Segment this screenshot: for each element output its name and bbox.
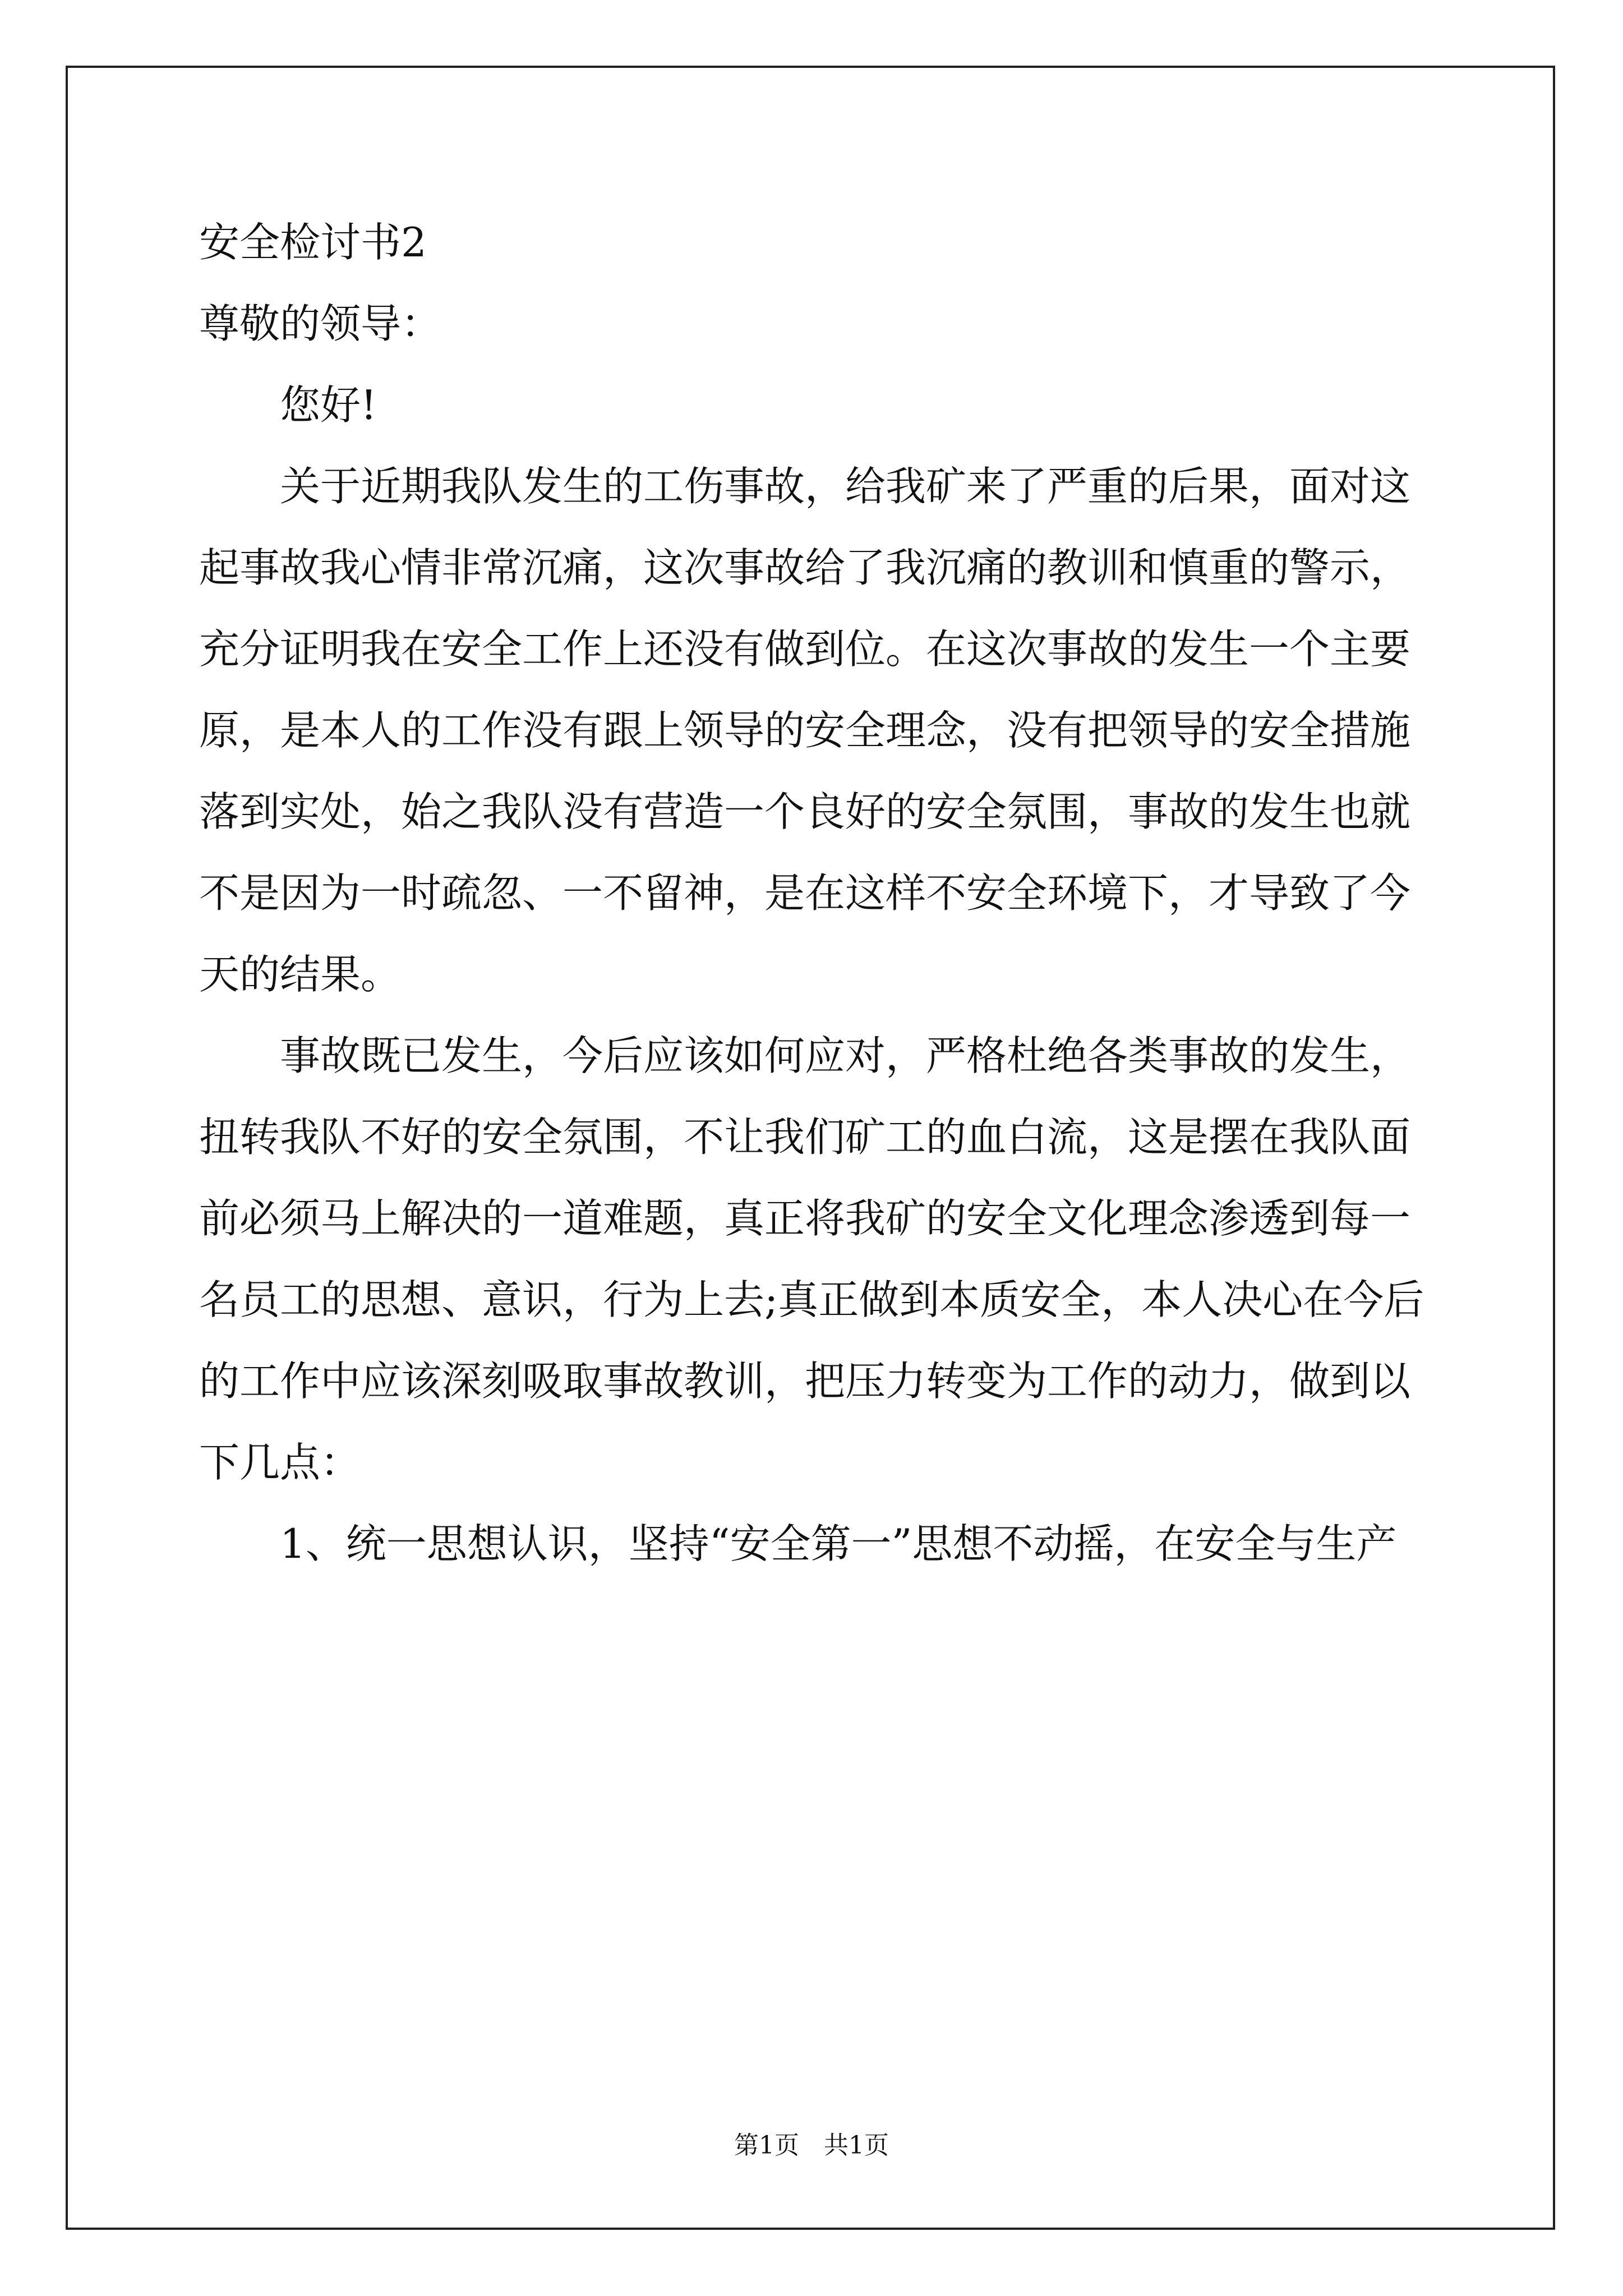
paragraph-2-line-6: 下几点： bbox=[199, 1439, 361, 1486]
paragraph-2-line-2: 扭转我队不好的安全氛围，不让我们矿工的血白流，这是摆在我队面 bbox=[199, 1114, 1411, 1161]
paragraph-2-line-3: 前必须马上解决的一道难题，真正将我矿的安全文化理念渗透到每一 bbox=[199, 1195, 1411, 1242]
paragraph-1-line-4: 原，是本人的工作没有跟上领导的安全理念，没有把领导的安全措施 bbox=[199, 707, 1411, 754]
paragraph-2-line-4: 名员工的思想、意识，行为上去;真正做到本质安全，本人决心在今后 bbox=[199, 1276, 1424, 1323]
paragraph-1-line-1: 关于近期我队发生的工伤事故，给我矿来了严重的后果，面对这 bbox=[280, 463, 1411, 510]
paragraph-1-line-3: 充分证明我在安全工作上还没有做到位。在这次事故的发生一个主要 bbox=[199, 625, 1411, 673]
greeting: 您好! bbox=[280, 381, 377, 429]
list-item-1-line-1: 1、统一思想认识，坚持“安全第一”思想不动摇，在安全与生产 bbox=[280, 1520, 1397, 1567]
paragraph-1-line-7: 天的结果。 bbox=[199, 951, 402, 998]
paragraph-1-line-6: 不是因为一时疏忽、一不留神，是在这样不安全环境下，才导致了今 bbox=[199, 869, 1411, 917]
paragraph-1-line-5: 落到实处，始之我队没有营造一个良好的安全氛围，事故的发生也就 bbox=[199, 788, 1411, 835]
paragraph-2-line-5: 的工作中应该深刻吸取事故教训，把压力转变为工作的动力，做到以 bbox=[199, 1358, 1411, 1405]
paragraph-2-line-1: 事故既已发生，今后应该如何应对，严格杜绝各类事故的发生， bbox=[280, 1032, 1411, 1079]
salutation: 尊敬的领导： bbox=[199, 300, 442, 347]
page-footer: 第1页 共1页 bbox=[734, 2131, 889, 2160]
paragraph-1-line-2: 起事故我心情非常沉痛，这次事故给了我沉痛的教训和慎重的警示， bbox=[199, 544, 1411, 591]
document-title: 安全检讨书2 bbox=[199, 219, 427, 266]
